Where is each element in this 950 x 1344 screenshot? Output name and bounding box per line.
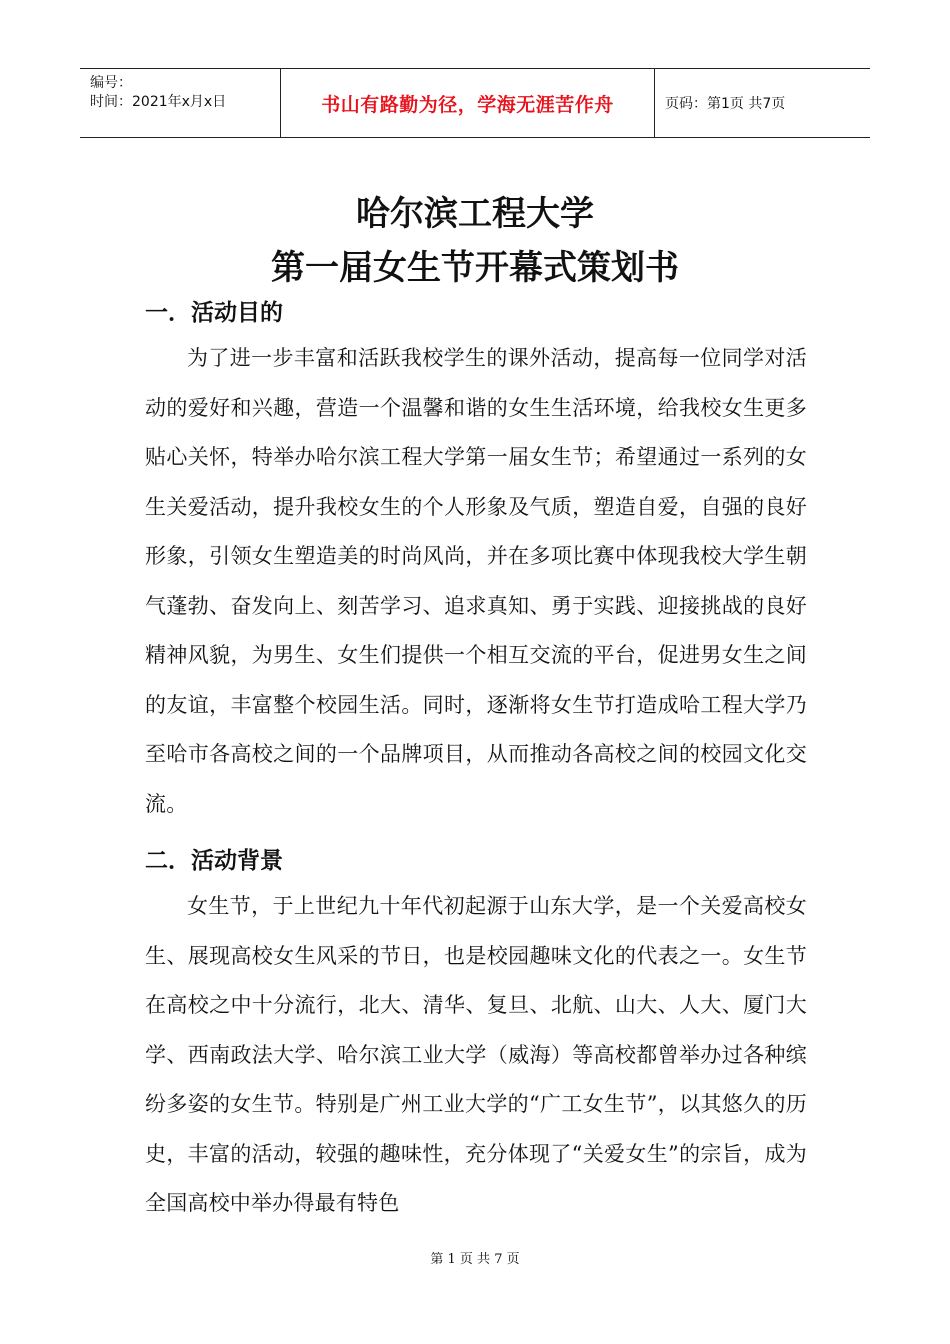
page-footer: 第 1 页 共 7 页 bbox=[430, 1252, 520, 1267]
section-heading-background: 二．活动背景 bbox=[145, 848, 283, 874]
document-title-line2: 第一届女生节开幕式策划书 bbox=[271, 248, 679, 288]
section-heading-purpose: 一．活动目的 bbox=[145, 300, 283, 326]
header-table bbox=[80, 68, 870, 138]
section-paragraph-purpose: 为了进一步丰富和活跃我校学生的课外活动，提高每一位同学对活动的爱好和兴趣，营造一个温馨和谐的女生生活环境，给我校女生更多贴心关怀，特举办哈尔滨工程大学第一届女生节；希望通过一系列的女生关爱活动，提升我校女生的个人形象及气质，塑造自爱，自强的良好形象，引领女生塑造美的时尚风尚，并在多项比赛中体现我校大学生朝气蓬勃、奋发向上、刻苦学习、追求真知、勇于实践、迎接挑战的良好精神风貌，为男生、女生们提供一个相互交流的平台，促进男女生之间的友谊，丰富整个校园生活。同时，逐渐将女生节打造成哈工程大学乃至哈市各高校之间的一个品牌项目，从而推动各高校之间的校园文化交流。 bbox=[145, 346, 807, 816]
document-title-line1: 哈尔滨工程大学 bbox=[356, 194, 594, 234]
section-paragraph-background: 女生节，于上世纪九十年代初起源于山东大学，是一个关爱高校女生、展现高校女生风采的节日，也是校园趣味文化的代表之一。女生节在高校之中十分流行，北大、清华、复旦、北航、山大、人大、厦门大学、西南政法大学、哈尔滨工业大学（威海）等高校都曾举办过各种缤纷多姿的女生节。特别是广州工业大学的“广工女生节”，以其悠久的历史，丰富的活动，较强的趣味性，充分体现了“关爱女生”的宗旨，成为全国高校中举办得最有特色 bbox=[145, 894, 807, 1215]
header-motto: 书山有路勤为径，学海无涯苦作舟 bbox=[281, 69, 655, 137]
number-label: 编号： bbox=[90, 75, 132, 91]
header-page-info: 页码：第1页 共7页 bbox=[665, 96, 786, 112]
time-label: 时间：2021年x月x日 bbox=[90, 94, 227, 110]
header-meta-cell bbox=[80, 69, 281, 137]
